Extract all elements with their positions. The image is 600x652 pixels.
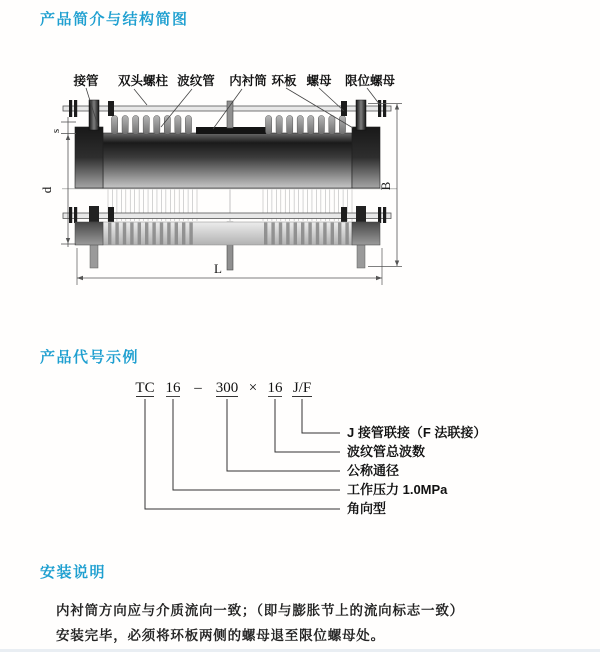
pipe-end-right (352, 127, 380, 188)
annotation-waves: 波纹管总波数 (347, 444, 426, 459)
annotation-diameter: 公称通径 (347, 463, 400, 478)
arrow-d-bottom (66, 238, 70, 244)
joint-body (62, 127, 397, 189)
arrow-L-left (77, 276, 83, 281)
installation-note-1: 内衬筒方向应与介质流向一致；（即与膨胀节上的流向标志一致） (56, 603, 464, 618)
label-bellows: 波纹管 (177, 74, 215, 88)
code-pressure: 16 (165, 380, 181, 396)
section-title-code-example: 产品代号示例 (40, 349, 140, 366)
ring-plate-right (356, 100, 366, 130)
bottom-band (75, 222, 380, 245)
annotation-type: 角向型 (347, 501, 387, 516)
leader-double-end-stud (134, 89, 147, 105)
label-double-end-stud: 双头螺柱 (117, 74, 169, 88)
branch-pressure (173, 399, 340, 490)
label-inner-liner: 内衬筒 (229, 74, 267, 88)
ring-plate-left-bottom (89, 206, 99, 223)
code-waves: 16 (267, 380, 283, 396)
nut-left-bottom (108, 207, 114, 222)
ring-plate-right-bottom (356, 206, 366, 223)
nut-right (341, 101, 347, 116)
branch-type (145, 399, 340, 509)
dimension-s-d (39, 117, 76, 247)
dim-label-L: L (214, 261, 222, 276)
branch-waves (275, 399, 340, 452)
code-times: × (248, 380, 258, 396)
limit-nut-left-bottom-2 (74, 207, 77, 223)
band-cap-right (352, 222, 380, 245)
arrow-B-top (395, 104, 399, 110)
arrow-L-right (376, 276, 382, 281)
limit-nut-right-bottom (378, 207, 381, 223)
code-connection: J/F (292, 380, 312, 396)
label-limit-nut: 限位螺母 (344, 74, 396, 88)
annotation-connection: J 接管联接（F 法联接） (347, 425, 487, 440)
code-dash: – (194, 380, 202, 396)
code-type: TC (135, 380, 155, 396)
band-cap-left (75, 222, 103, 245)
section-title-intro: 产品简介与结构简图 (40, 11, 189, 28)
code-diameter: 300 (215, 380, 239, 396)
nut-right-bottom (341, 207, 347, 222)
pipe-end-left (75, 127, 103, 188)
expansion-joint-diagram (39, 73, 402, 285)
limit-nut-right-2 (383, 100, 386, 117)
product-code-diagram (135, 380, 486, 516)
dim-label-d: d (39, 186, 54, 194)
pipe-section-body (103, 133, 352, 188)
limit-nut-left-bottom (69, 207, 72, 223)
code-annotations (347, 425, 486, 516)
dim-label-s: s (50, 128, 62, 134)
section-title-installation: 安装说明 (40, 564, 107, 581)
code-branch-lines (145, 399, 340, 509)
arrow-B-bottom (395, 261, 399, 267)
branch-diameter (227, 399, 340, 471)
limit-nut-right-bottom-2 (383, 207, 386, 223)
installation-note-2: 安装完毕，必须将环板两侧的螺母退至限位螺母处。 (56, 628, 385, 643)
limit-nut-left (69, 100, 72, 117)
dim-label-B: B (378, 181, 393, 191)
arrow-d-top (66, 135, 70, 141)
label-nut: 螺母 (306, 74, 332, 88)
nut-left (108, 101, 114, 116)
code-segments (135, 380, 311, 396)
branch-connection (302, 399, 340, 433)
label-connecting-pipe: 接管 (73, 74, 99, 88)
part-labels (72, 73, 395, 88)
annotation-pressure: 工作压力 1.0MPa (347, 482, 448, 497)
leader-limit-nut (367, 88, 380, 105)
label-ring-plate: 环板 (271, 74, 297, 88)
limit-nut-left-2 (74, 100, 77, 117)
